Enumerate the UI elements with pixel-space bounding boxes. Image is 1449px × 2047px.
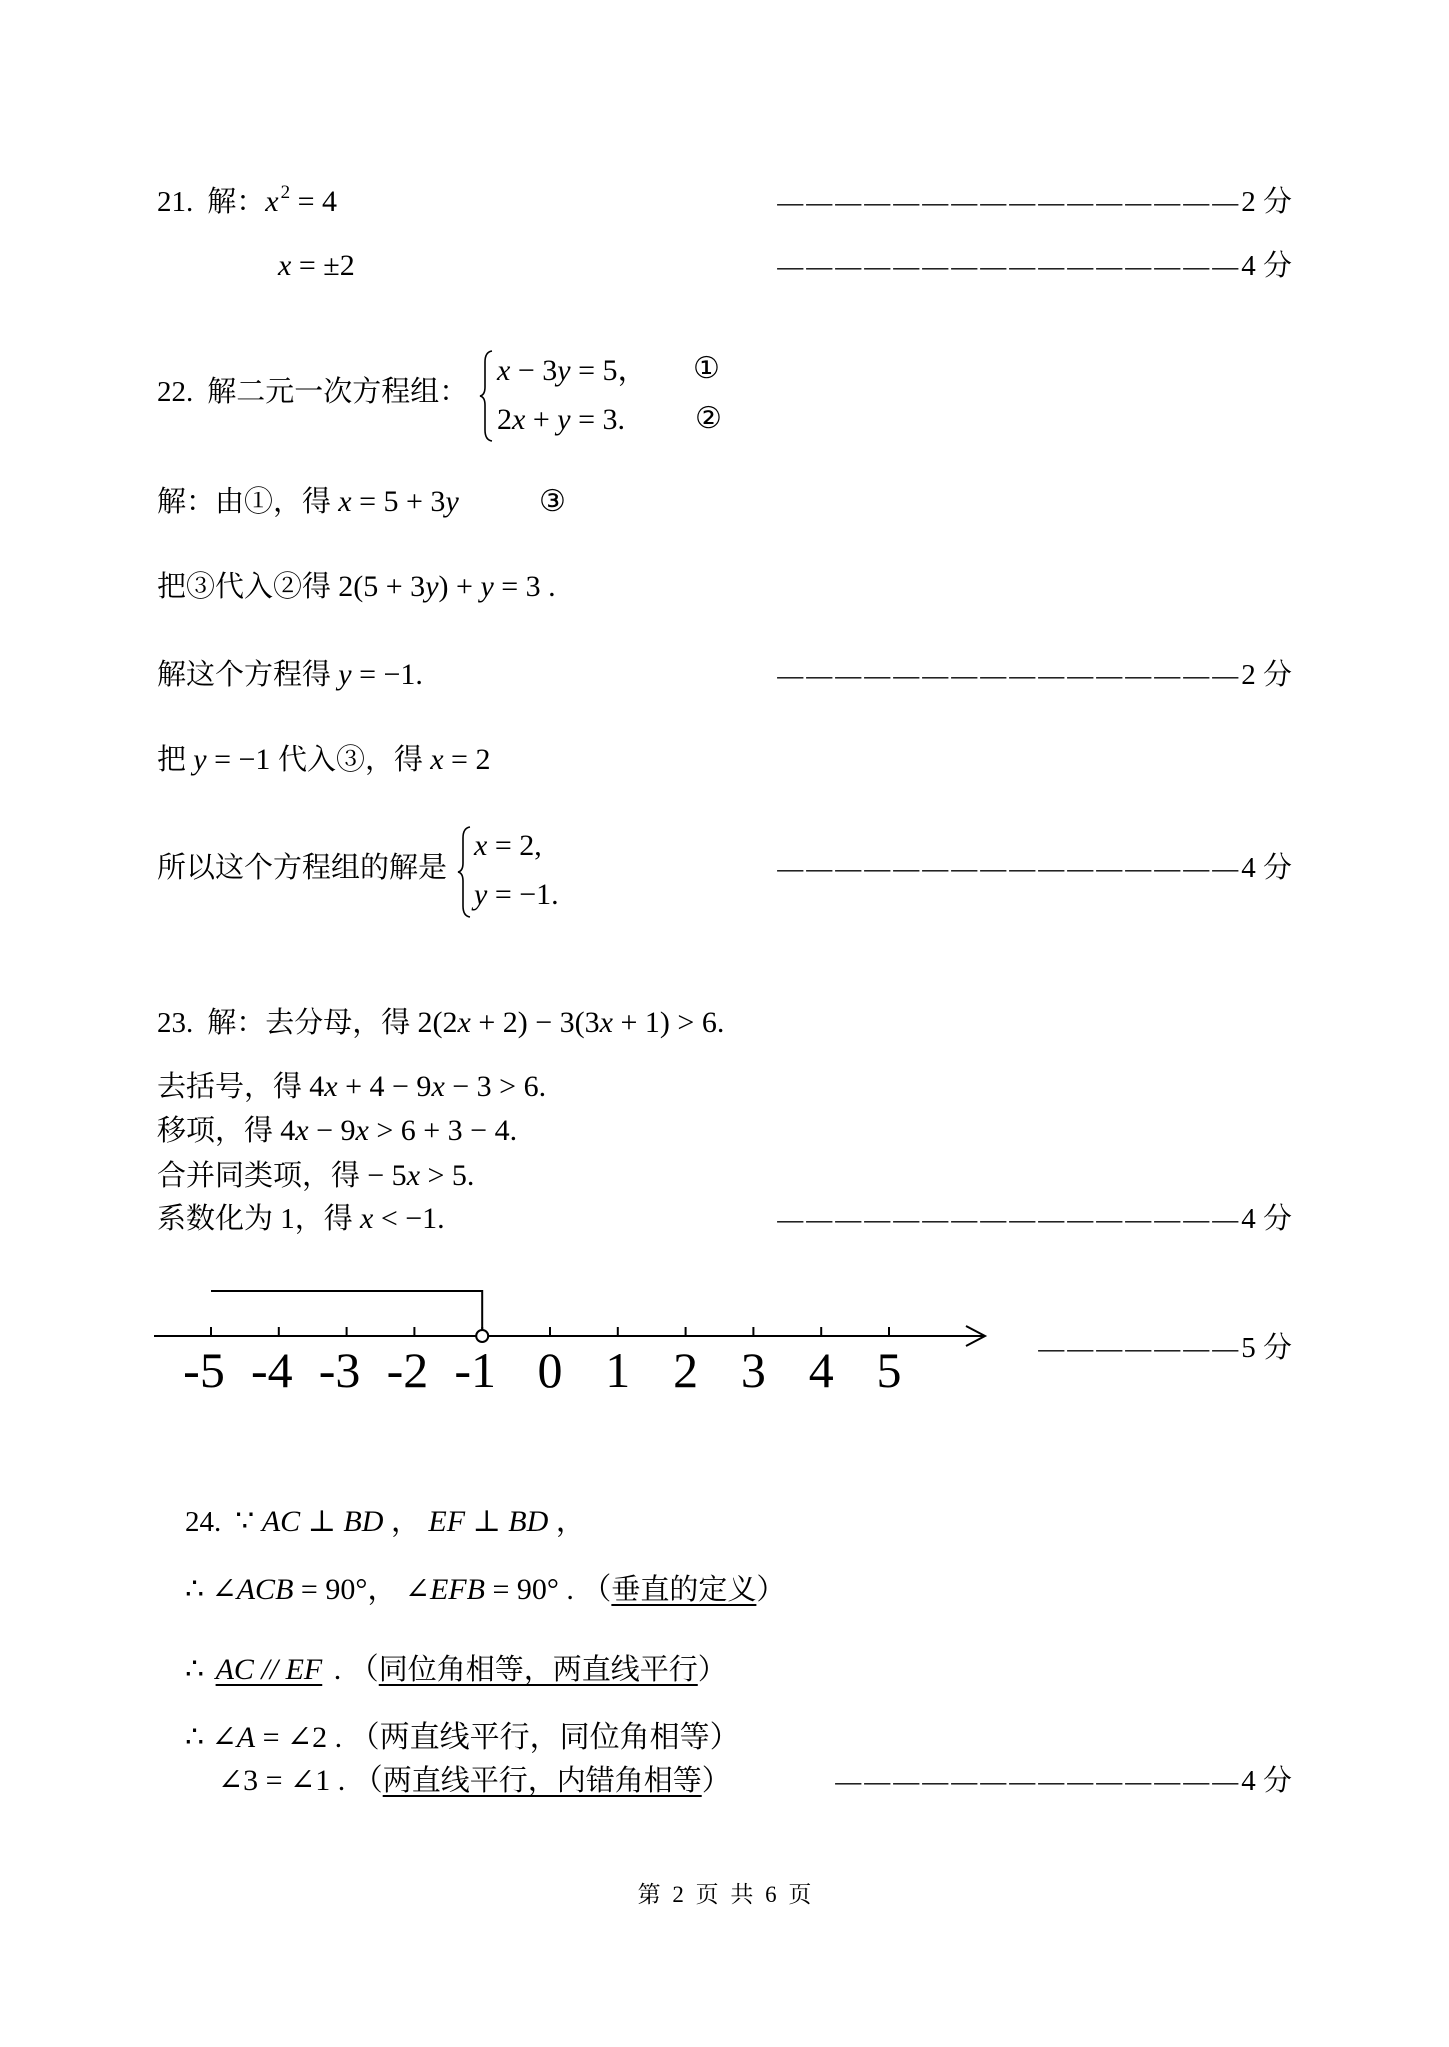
- number-line-label: -5: [183, 1342, 225, 1398]
- math-expression: > 5.: [420, 1159, 475, 1192]
- q21-line-1: [157, 182, 337, 222]
- math-expression: 2(5 + 3: [338, 570, 426, 603]
- question-number: 21.: [157, 186, 194, 218]
- open-endpoint: [476, 1330, 488, 1342]
- exponent: 2: [280, 182, 291, 203]
- variable: x: [265, 185, 279, 218]
- math-expression: = −1.: [351, 658, 423, 691]
- math-expression: 2(2: [417, 1006, 458, 1039]
- math-expression: = ∠2 . （两直线平行，同位角相等）: [255, 1721, 740, 1754]
- q23-line-3: [157, 1111, 517, 1151]
- math-expression: . （: [326, 1653, 379, 1686]
- step-text: 合并同类项，得: [157, 1160, 368, 1192]
- q24-line-5: [218, 1761, 731, 1801]
- variable: x: [360, 1202, 374, 1235]
- separator: ，: [383, 1505, 429, 1538]
- segment-name: BD: [508, 1505, 549, 1538]
- solution-ray: [211, 1291, 482, 1330]
- number-line-label: 2: [673, 1342, 699, 1398]
- variable: x: [599, 1006, 613, 1039]
- q24-score-1: [835, 1761, 1292, 1801]
- close-paren: ）: [697, 1654, 727, 1686]
- q22-solution-eq-2: [474, 875, 559, 915]
- angle-name: ACB: [236, 1573, 294, 1606]
- score-dashes: ————————————————: [777, 854, 1242, 883]
- math-expression: = 4: [290, 185, 338, 218]
- step-text: 解：由①，得: [157, 486, 339, 518]
- step-text: 移项，得: [157, 1115, 281, 1147]
- segment-name: AC: [261, 1505, 301, 1538]
- q22-line-2: [157, 567, 556, 607]
- question-text: 解二元一次方程组：: [207, 376, 469, 408]
- variable: x: [338, 485, 352, 518]
- page-number: 第 2 页 共 6 页: [637, 1882, 812, 1907]
- q24-line-1: [185, 1502, 586, 1542]
- q22-line-5: 所以这个方程组的解是: [157, 852, 448, 884]
- left-brace: [479, 350, 495, 442]
- q21-score-2: [777, 246, 1292, 286]
- score-dashes: ————————————————: [777, 1205, 1242, 1234]
- math-expression: + 4 − 9: [337, 1070, 432, 1103]
- equation-mark-2: ②: [695, 402, 722, 435]
- q21-line-2: [278, 246, 355, 286]
- variable: y: [425, 570, 439, 603]
- reason-blank: 两直线平行，内错角相等: [382, 1765, 702, 1797]
- math-expression: = 2,: [487, 829, 542, 862]
- solution-label: 解：: [207, 186, 266, 218]
- score-points: 5 分: [1241, 1332, 1292, 1364]
- score-dashes: ————————————————: [777, 661, 1242, 690]
- question-number: 22.: [157, 376, 194, 408]
- number-line-label: 0: [537, 1342, 563, 1398]
- math-expression: > 6 + 3 − 4.: [368, 1114, 518, 1147]
- variable: x: [278, 249, 292, 282]
- step-text: 去括号，得: [157, 1071, 310, 1103]
- number-line-label: -4: [250, 1342, 293, 1398]
- variable: y: [557, 354, 571, 387]
- math-expression: − 3 > 6.: [444, 1070, 547, 1103]
- variable: x: [457, 1006, 471, 1039]
- math-expression: = 5 + 3: [351, 485, 446, 518]
- brace-path: [458, 827, 470, 917]
- variable: x: [324, 1070, 338, 1103]
- step-text: 代入③，得: [277, 744, 431, 776]
- perpendicular-symbol: ⊥: [300, 1505, 344, 1538]
- number-line-label: -3: [318, 1342, 361, 1398]
- q21-score-1: [777, 182, 1292, 222]
- variable: x: [512, 403, 526, 436]
- q23-score-1: [777, 1199, 1292, 1239]
- number-line-label: -2: [386, 1342, 429, 1398]
- close-paren: ）: [756, 1574, 786, 1606]
- variable: x: [295, 1114, 309, 1147]
- reason-blank: 垂直的定义: [611, 1574, 757, 1606]
- variable: x: [431, 1070, 445, 1103]
- q22-line-1: [157, 482, 459, 522]
- step-text: 把③代入②得: [157, 571, 339, 603]
- math-expression: 4: [309, 1070, 325, 1103]
- q22-line-4: [157, 740, 490, 780]
- perpendicular-symbol: ⊥: [465, 1505, 509, 1538]
- score-points: 4 分: [1241, 250, 1292, 282]
- question-number: 24.: [185, 1506, 222, 1538]
- q23-line-1: [157, 1003, 724, 1043]
- q23-line-5: [157, 1199, 445, 1239]
- math-expression: − 5: [367, 1159, 407, 1192]
- math-expression: − 9: [308, 1114, 356, 1147]
- q22-system-eq-1: [497, 351, 648, 391]
- q22-system-eq-2: [497, 400, 625, 440]
- q22-title: [157, 372, 468, 412]
- q23-score-2: [1038, 1328, 1292, 1368]
- variable: y: [557, 403, 571, 436]
- q24-line-4: [185, 1718, 740, 1758]
- q23-line-4: [157, 1156, 474, 1196]
- math-expression: ∠3 = ∠1 . （: [218, 1764, 383, 1797]
- math-expression: ) +: [438, 570, 481, 603]
- math-expression: = −1.: [487, 878, 559, 911]
- therefore-symbol: ∴: [185, 1653, 212, 1686]
- math-expression: = −1: [206, 743, 278, 776]
- equation-mark-3: ③: [539, 485, 566, 518]
- score-points: 4 分: [1241, 1765, 1292, 1797]
- segment-name: BD: [343, 1505, 384, 1538]
- math-expression: < −1.: [373, 1202, 445, 1235]
- math-expression: = 90° . （: [484, 1573, 612, 1606]
- q24-line-2: [185, 1570, 785, 1610]
- score-dashes: ——————————————: [835, 1767, 1242, 1796]
- number-line-label: -1: [454, 1342, 497, 1398]
- reason-blank: 同位角相等，两直线平行: [378, 1654, 698, 1686]
- angle-name: EFB: [429, 1573, 485, 1606]
- q23-line-2: [157, 1067, 546, 1107]
- math-expression: ∴ ∠: [185, 1573, 237, 1606]
- score-points: 2 分: [1241, 659, 1292, 691]
- variable: x: [474, 829, 488, 862]
- number-line-label: 5: [876, 1342, 902, 1398]
- brace-path: [480, 351, 492, 441]
- angle-name: A: [236, 1721, 256, 1754]
- variable: y: [338, 658, 352, 691]
- score-dashes: ————————————————: [777, 188, 1242, 217]
- segment-name: EF: [428, 1505, 466, 1538]
- math-expression: ∴ ∠: [185, 1721, 237, 1754]
- math-expression: = 2: [443, 743, 491, 776]
- math-expression: = 3 .: [493, 570, 556, 603]
- q22-line-3: [157, 655, 423, 695]
- score-dashes: ————————————————: [777, 252, 1242, 281]
- math-expression: = ±2: [291, 249, 355, 282]
- math-expression: + 2) − 3(3: [470, 1006, 600, 1039]
- variable: y: [193, 743, 207, 776]
- number-line-label: 3: [740, 1342, 766, 1398]
- step-text: 系数化为 1，得: [157, 1203, 361, 1235]
- score-points: 2 分: [1241, 186, 1292, 218]
- step-text: 把: [157, 744, 194, 776]
- variable: x: [497, 354, 511, 387]
- math-expression: + 1) > 6.: [613, 1006, 725, 1039]
- step-text: 解：去分母，得: [207, 1007, 418, 1039]
- q22-score-1: [777, 655, 1292, 695]
- q22-solution-eq-1: [474, 826, 542, 866]
- math-expression: = 5，: [570, 354, 648, 387]
- question-number: 23.: [157, 1007, 194, 1039]
- q22-score-2: [777, 848, 1292, 888]
- because-symbol: ∵: [235, 1505, 262, 1538]
- variable: x: [406, 1159, 421, 1192]
- equation-mark-1: ①: [693, 352, 720, 385]
- left-brace: [457, 826, 473, 918]
- variable: x: [430, 743, 444, 776]
- math-expression: = 3.: [570, 403, 625, 436]
- variable: x: [355, 1114, 369, 1147]
- variable: y: [474, 878, 488, 911]
- number-line-label: 4: [808, 1342, 834, 1398]
- variable: y: [480, 570, 494, 603]
- math-expression: − 3: [510, 354, 558, 387]
- variable: y: [445, 485, 459, 518]
- separator: ，: [548, 1505, 586, 1538]
- q24-line-3: [185, 1650, 727, 1690]
- conclusion-blank: AC // EF: [215, 1653, 323, 1686]
- math-expression: 2: [497, 403, 512, 436]
- math-expression: +: [525, 403, 558, 436]
- step-text: 解这个方程得: [157, 659, 339, 691]
- score-points: 4 分: [1241, 1203, 1292, 1235]
- number-line: [0, 1260, 1010, 1410]
- math-expression: 4: [280, 1114, 296, 1147]
- score-points: 4 分: [1241, 852, 1292, 884]
- close-paren: ）: [701, 1765, 731, 1797]
- math-expression: = 90°， ∠: [293, 1573, 430, 1606]
- number-line-label: 1: [605, 1342, 631, 1398]
- score-dashes: ———————: [1038, 1334, 1242, 1363]
